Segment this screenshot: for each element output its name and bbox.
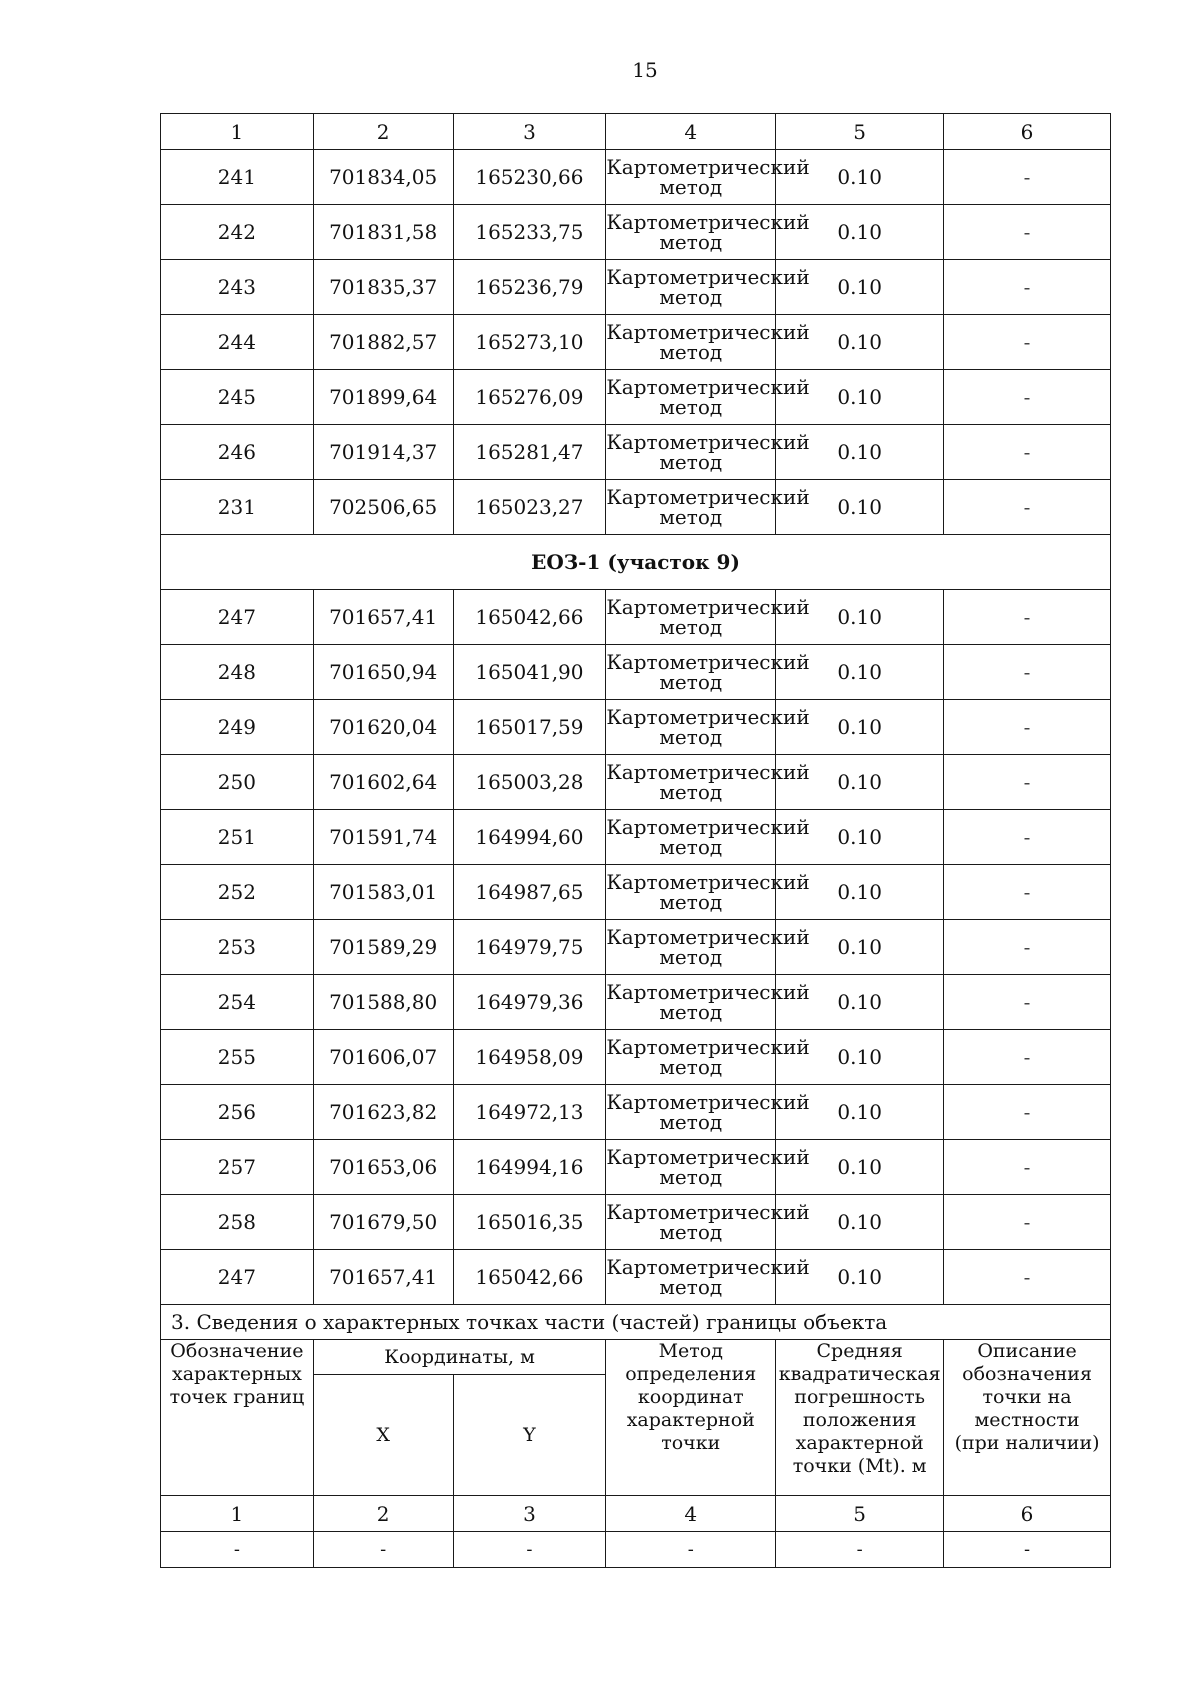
column-number: 2 [313,1496,453,1532]
coord-x: 701831,58 [313,205,453,260]
method-line: Картометрический [606,650,810,674]
method-cell [606,370,810,425]
table-row [161,425,1111,480]
accuracy: 0.10 [776,645,944,700]
coord-x: 701882,57 [313,315,453,370]
description: - [944,150,1111,205]
description: - [944,700,1111,755]
method-line: Картометрический [606,705,810,729]
method-line: Картометрический [606,1200,810,1224]
point-number: 250 [161,755,314,810]
method-line: метод [659,175,723,199]
empty-cell: - [313,1532,453,1568]
point-number: 231 [161,480,314,535]
coord-y: 165276,09 [453,370,606,425]
method-line: Картометрический [606,760,810,784]
description: - [944,425,1111,480]
coord-x: 701899,64 [313,370,453,425]
coord-y: 165230,66 [453,150,606,205]
accuracy: 0.10 [776,1140,944,1195]
column-number: 3 [453,1496,606,1532]
column-number: 5 [776,114,944,150]
coord-x: 701583,01 [313,865,453,920]
section3-title-row [161,1305,1111,1340]
method-cell [606,645,810,700]
method-cell [606,1085,810,1140]
coord-x: 701588,80 [313,975,453,1030]
description: - [944,1140,1111,1195]
method-cell [606,1140,810,1195]
accuracy: 0.10 [776,150,944,205]
header-point [161,1340,314,1496]
method-line: Картометрический [606,1145,810,1169]
accuracy: 0.10 [776,205,944,260]
table-row [161,150,1111,205]
accuracy: 0.10 [776,920,944,975]
header-method [606,1340,776,1496]
description: - [944,315,1111,370]
point-number: 248 [161,645,314,700]
accuracy: 0.10 [776,1250,944,1305]
coord-y: 164979,75 [453,920,606,975]
accuracy: 0.10 [776,810,944,865]
header-line: координат [637,1386,744,1408]
method-line: метод [659,670,723,694]
column-number: 2 [313,114,453,150]
header-line: Обозначение [170,1340,304,1362]
coord-y: 164994,16 [453,1140,606,1195]
header-line: квадратическая [778,1363,941,1385]
coord-y: 165042,66 [453,590,606,645]
empty-cell: - [453,1532,606,1568]
method-line: Картометрический [606,210,810,234]
description: - [944,590,1111,645]
table-row [161,755,1111,810]
header-line: характерной [795,1432,924,1454]
coord-y: 165016,35 [453,1195,606,1250]
coord-y: 164987,65 [453,865,606,920]
method-line: Картометрический [606,1090,810,1114]
coord-x: 701653,06 [313,1140,453,1195]
method-line: Картометрический [606,265,810,289]
description: - [944,205,1111,260]
accuracy: 0.10 [776,755,944,810]
table-row [161,645,1111,700]
method-line: метод [659,450,723,474]
coord-y: 164972,13 [453,1085,606,1140]
coord-x: 701606,07 [313,1030,453,1085]
description: - [944,755,1111,810]
method-cell [606,315,810,370]
method-line: метод [659,395,723,419]
point-number: 258 [161,1195,314,1250]
header-description [944,1340,1111,1496]
method-cell [606,1195,810,1250]
column-number: 1 [161,1496,314,1532]
column-number: 6 [944,1496,1111,1532]
description: - [944,480,1111,535]
description: - [944,865,1111,920]
accuracy: 0.10 [776,370,944,425]
method-cell [606,865,810,920]
table-row [161,1085,1111,1140]
method-line: метод [659,780,723,804]
coord-x: 701591,74 [313,810,453,865]
column-number: 3 [453,114,606,150]
method-line: Картометрический [606,870,810,894]
method-line: метод [659,1220,723,1244]
section3-empty-row [161,1532,1111,1568]
method-line: метод [659,285,723,309]
accuracy: 0.10 [776,480,944,535]
coord-y: 165273,10 [453,315,606,370]
table-row [161,865,1111,920]
coord-y: 164958,09 [453,1030,606,1085]
coord-x: 701657,41 [313,590,453,645]
header-x: X [313,1375,453,1496]
method-line: Картометрический [606,375,810,399]
empty-cell: - [606,1532,776,1568]
description: - [944,1250,1111,1305]
method-line: метод [659,1000,723,1024]
header-line: Средняя [816,1340,903,1362]
table-row [161,205,1111,260]
point-number: 245 [161,370,314,425]
method-line: Картометрический [606,155,810,179]
method-cell [606,920,810,975]
section3-title: 3. Сведения о характерных точках части (частей) границы объекта [161,1305,1111,1340]
method-cell [606,260,810,315]
column-number: 1 [161,114,314,150]
table-row [161,920,1111,975]
section3-header-row [161,1340,1111,1375]
table-row [161,1030,1111,1085]
point-number: 257 [161,1140,314,1195]
table-row [161,315,1111,370]
point-number: 244 [161,315,314,370]
table-row [161,810,1111,865]
header-line: Метод [658,1340,723,1362]
method-line: метод [659,945,723,969]
coord-y: 165042,66 [453,1250,606,1305]
accuracy: 0.10 [776,700,944,755]
page-number: 15 [632,58,658,82]
accuracy: 0.10 [776,590,944,645]
accuracy: 0.10 [776,425,944,480]
header-line: погрешность [794,1386,926,1408]
coord-y: 165281,47 [453,425,606,480]
empty-cell: - [944,1532,1111,1568]
coord-x: 701589,29 [313,920,453,975]
method-line: метод [659,1275,723,1299]
method-line: метод [659,615,723,639]
coord-x: 701602,64 [313,755,453,810]
point-number: 242 [161,205,314,260]
empty-cell: - [776,1532,944,1568]
header-line: положения [802,1409,917,1431]
header-line: точки на [982,1386,1072,1408]
coordinates-table [160,113,1111,1568]
method-line: Картометрический [606,1035,810,1059]
point-number: 241 [161,150,314,205]
coord-x: 701914,37 [313,425,453,480]
method-line: Картометрический [606,980,810,1004]
column-number: 4 [606,1496,776,1532]
description: - [944,370,1111,425]
method-cell [606,425,810,480]
point-number: 255 [161,1030,314,1085]
coord-x: 701623,82 [313,1085,453,1140]
header-line: точки [661,1432,721,1454]
table-row [161,700,1111,755]
header-line: точек границ [169,1386,305,1408]
accuracy: 0.10 [776,865,944,920]
description: - [944,1030,1111,1085]
accuracy: 0.10 [776,1195,944,1250]
table-row [161,1140,1111,1195]
column-number: 5 [776,1496,944,1532]
coord-x: 701834,05 [313,150,453,205]
point-number: 247 [161,590,314,645]
method-line: Картометрический [606,815,810,839]
coord-x: 701650,94 [313,645,453,700]
column-number-row [161,114,1111,150]
table-row [161,1195,1111,1250]
point-number: 254 [161,975,314,1030]
description: - [944,975,1111,1030]
point-number: 243 [161,260,314,315]
description: - [944,260,1111,315]
method-cell [606,975,810,1030]
accuracy: 0.10 [776,975,944,1030]
method-line: Картометрический [606,595,810,619]
method-line: Картометрический [606,1255,810,1279]
header-line: обозначения [962,1363,1092,1385]
method-line: метод [659,505,723,529]
coord-x: 701679,50 [313,1195,453,1250]
method-cell [606,810,810,865]
empty-cell: - [161,1532,314,1568]
table-row [161,590,1111,645]
point-number: 252 [161,865,314,920]
header-line: характерной [626,1409,755,1431]
coord-x: 701620,04 [313,700,453,755]
method-line: метод [659,1165,723,1189]
method-cell [606,590,810,645]
method-line: метод [659,725,723,749]
table-row [161,975,1111,1030]
method-cell [606,205,810,260]
point-number: 247 [161,1250,314,1305]
table-row [161,1250,1111,1305]
header-accuracy [776,1340,944,1496]
column-number: 6 [944,114,1111,150]
method-line: Картометрический [606,485,810,509]
point-number: 251 [161,810,314,865]
coord-y: 165233,75 [453,205,606,260]
description: - [944,810,1111,865]
description: - [944,1085,1111,1140]
point-number: 253 [161,920,314,975]
header-line: точки (Mt). м [792,1455,927,1477]
coord-y: 165003,28 [453,755,606,810]
table-row [161,260,1111,315]
accuracy: 0.10 [776,1085,944,1140]
header-line: характерных [171,1363,302,1385]
method-cell [606,1030,810,1085]
method-cell [606,150,810,205]
column-number: 4 [606,114,776,150]
description: - [944,1195,1111,1250]
coord-y: 164994,60 [453,810,606,865]
coord-x: 702506,65 [313,480,453,535]
coord-y: 164979,36 [453,975,606,1030]
header-line: определения [625,1363,757,1385]
method-line: метод [659,340,723,364]
header-coordinates: Координаты, м [313,1340,606,1375]
header-line: Описание [977,1340,1077,1362]
method-line: метод [659,890,723,914]
header-y: Y [453,1375,606,1496]
method-line: метод [659,230,723,254]
method-line: Картометрический [606,320,810,344]
method-cell [606,1250,810,1305]
method-cell [606,700,810,755]
section-title-row [161,535,1111,590]
coord-y: 165017,59 [453,700,606,755]
method-line: метод [659,1110,723,1134]
method-line: метод [659,1055,723,1079]
method-line: метод [659,835,723,859]
method-line: Картометрический [606,925,810,949]
coord-y: 165041,90 [453,645,606,700]
header-line: (при наличии) [954,1432,1100,1454]
coord-x: 701657,41 [313,1250,453,1305]
accuracy: 0.10 [776,315,944,370]
table-row [161,370,1111,425]
coord-y: 165236,79 [453,260,606,315]
header-line: местности [974,1409,1080,1431]
accuracy: 0.10 [776,260,944,315]
coord-y: 165023,27 [453,480,606,535]
section3-column-number-row [161,1496,1111,1532]
point-number: 256 [161,1085,314,1140]
point-number: 249 [161,700,314,755]
coord-x: 701835,37 [313,260,453,315]
description: - [944,645,1111,700]
method-cell [606,755,810,810]
section-title: ЕОЗ-1 (участок 9) [161,535,1111,590]
method-cell [606,480,810,535]
method-line: Картометрический [606,430,810,454]
description: - [944,920,1111,975]
point-number: 246 [161,425,314,480]
accuracy: 0.10 [776,1030,944,1085]
table-row [161,480,1111,535]
